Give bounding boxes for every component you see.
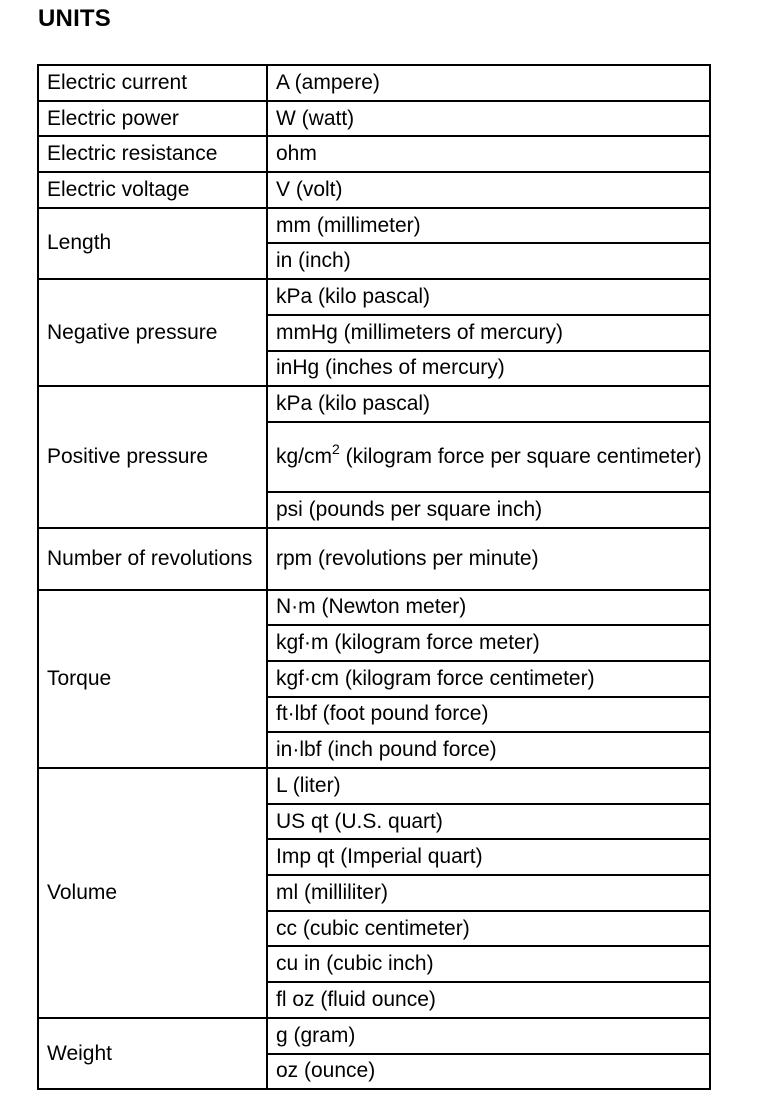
unit-cell: W (watt) bbox=[267, 101, 710, 137]
unit-cell: mmHg (millimeters of mercury) bbox=[267, 315, 710, 351]
table-row bbox=[38, 101, 710, 137]
unit-cell: oz (ounce) bbox=[267, 1054, 710, 1090]
page-title: UNITS bbox=[38, 5, 111, 32]
unit-cell: kPa (kilo pascal) bbox=[267, 386, 710, 422]
unit-cell: cu in (cubic inch) bbox=[267, 946, 710, 982]
unit-symbol: kg/cm bbox=[276, 444, 333, 468]
unit-cell: kgf·m (kilogram force meter) bbox=[267, 625, 710, 661]
unit-cell: kgf·cm (kilogram force centimeter) bbox=[267, 661, 710, 697]
unit-cell: ml (milliliter) bbox=[267, 875, 710, 911]
units-table bbox=[37, 64, 711, 1090]
quantity-cell: Electric voltage bbox=[38, 172, 267, 208]
unit-cell: inHg (inches of mercury) bbox=[267, 351, 710, 387]
table-row bbox=[38, 768, 710, 804]
unit-exponent: 2 bbox=[332, 440, 340, 457]
table-row bbox=[38, 1018, 710, 1054]
unit-cell: mm (millimeter) bbox=[267, 208, 710, 244]
quantity-cell: Electric power bbox=[38, 101, 267, 137]
unit-cell: ohm bbox=[267, 136, 710, 172]
table-row bbox=[38, 65, 710, 101]
unit-cell: fl oz (fluid ounce) bbox=[267, 982, 710, 1018]
quantity-cell: Electric current bbox=[38, 65, 267, 101]
unit-cell: L (liter) bbox=[267, 768, 710, 804]
unit-cell: cc (cubic centimeter) bbox=[267, 911, 710, 947]
table-row bbox=[38, 590, 710, 626]
unit-cell: in (inch) bbox=[267, 243, 710, 279]
unit-cell: kPa (kilo pascal) bbox=[267, 279, 710, 315]
quantity-cell: Electric resistance bbox=[38, 136, 267, 172]
quantity-cell: Torque bbox=[38, 590, 267, 768]
quantity-cell: Number of revolutions bbox=[38, 528, 267, 590]
quantity-cell: Negative pressure bbox=[38, 279, 267, 386]
unit-cell bbox=[267, 422, 710, 492]
unit-cell: V (volt) bbox=[267, 172, 710, 208]
quantity-cell: Weight bbox=[38, 1018, 267, 1089]
quantity-cell: Length bbox=[38, 208, 267, 279]
unit-cell: Imp qt (Imperial quart) bbox=[267, 839, 710, 875]
unit-cell: N·m (Newton meter) bbox=[267, 590, 710, 626]
unit-cell: A (ampere) bbox=[267, 65, 710, 101]
table-row bbox=[38, 279, 710, 315]
unit-cell: psi (pounds per square inch) bbox=[267, 492, 710, 528]
quantity-cell: Positive pressure bbox=[38, 386, 267, 527]
unit-cell: rpm (revolutions per minute) bbox=[267, 528, 710, 590]
table-row bbox=[38, 386, 710, 422]
table-row bbox=[38, 172, 710, 208]
unit-cell: g (gram) bbox=[267, 1018, 710, 1054]
table-row bbox=[38, 528, 710, 590]
quantity-cell: Volume bbox=[38, 768, 267, 1018]
unit-description: (kilogram force per square centimeter) bbox=[339, 444, 702, 468]
table-row bbox=[38, 136, 710, 172]
unit-cell: ft·lbf (foot pound force) bbox=[267, 697, 710, 733]
unit-cell: US qt (U.S. quart) bbox=[267, 804, 710, 840]
table-row bbox=[38, 208, 710, 244]
unit-cell: in·lbf (inch pound force) bbox=[267, 732, 710, 768]
